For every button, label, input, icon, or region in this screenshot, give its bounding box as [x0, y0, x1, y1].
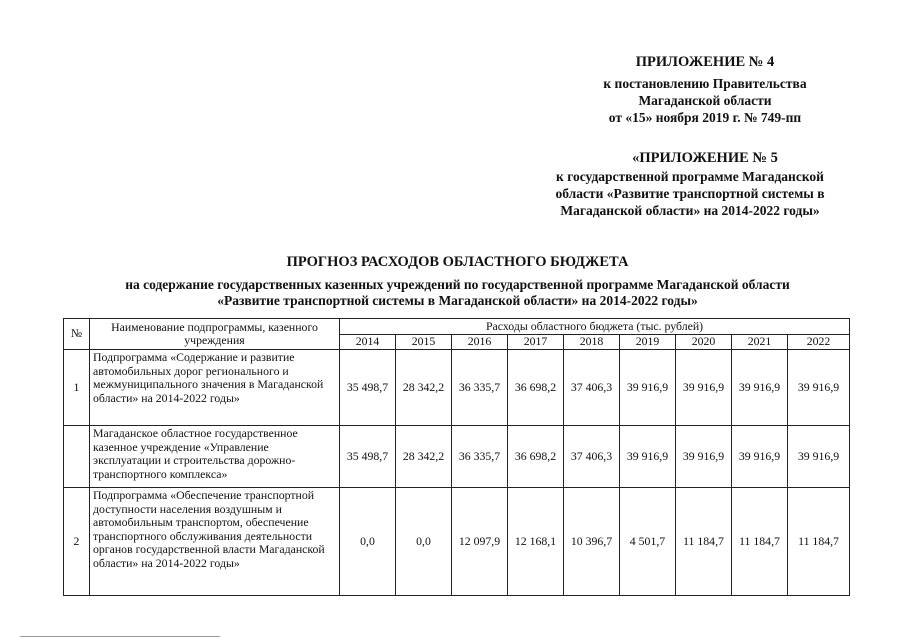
- table-row: [64, 426, 850, 488]
- year-header: 2018: [564, 335, 620, 350]
- document-title: ПРОГНОЗ РАСХОДОВ ОБЛАСТНОГО БЮДЖЕТА: [286, 254, 629, 270]
- value-cell: 39 916,9: [788, 426, 850, 488]
- value-cell: 0,0: [396, 488, 452, 596]
- appendix-5-title: «ПРИЛОЖЕНИЕ № 5: [632, 150, 778, 166]
- value-cell: 28 342,2: [396, 426, 452, 488]
- year-header: 2022: [788, 335, 850, 350]
- row-number: 1: [64, 350, 90, 426]
- budget-forecast-table: [63, 318, 850, 596]
- appendix-5-line: к государственной программе Магаданской: [556, 169, 824, 184]
- appendix-5-line: области «Развитие транспортной системы в: [555, 186, 825, 201]
- appendix-4-line: от «15» ноября 2019 г. № 749-пп: [608, 110, 802, 125]
- value-cell: 4 501,7: [620, 488, 676, 596]
- row-number: 2: [64, 488, 90, 596]
- value-cell: 39 916,9: [676, 426, 732, 488]
- appendix-5-reference: [530, 168, 850, 219]
- year-header: 2015: [396, 335, 452, 350]
- value-cell: 36 698,2: [508, 426, 564, 488]
- year-header: 2014: [340, 335, 396, 350]
- subtitle-line: на содержание государственных казенных учреждений по государственной программе Магаданской области: [125, 277, 790, 292]
- row-name: Магаданское областное государственное казенное учреждение «Управление эксплуатации и строительства дорожно-транспортного комплекса»: [90, 426, 340, 488]
- appendix-4-line: Магаданской области: [638, 93, 772, 108]
- year-header: 2019: [620, 335, 676, 350]
- value-cell: 10 396,7: [564, 488, 620, 596]
- year-header: 2021: [732, 335, 788, 350]
- row-name: Подпрограмма «Содержание и развитие автомобильных дорог регионального и межмуниципального значения в Магаданской области» на 2014-2022 годы»: [90, 350, 340, 426]
- value-cell: 36 335,7: [452, 350, 508, 426]
- appendix-5-line: Магаданской области» на 2014-2022 годы»: [560, 203, 820, 218]
- year-header: 2016: [452, 335, 508, 350]
- column-header-number: №: [64, 319, 90, 350]
- value-cell: 39 916,9: [732, 350, 788, 426]
- row-number: [64, 426, 90, 488]
- year-header: 2017: [508, 335, 564, 350]
- value-cell: 39 916,9: [732, 426, 788, 488]
- value-cell: 36 335,7: [452, 426, 508, 488]
- page-bottom-rule: [20, 636, 220, 637]
- value-cell: 37 406,3: [564, 350, 620, 426]
- value-cell: 39 916,9: [676, 350, 732, 426]
- value-cell: 39 916,9: [620, 426, 676, 488]
- value-cell: 11 184,7: [676, 488, 732, 596]
- value-cell: 39 916,9: [620, 350, 676, 426]
- column-header-name: Наименование подпрограммы, казенного учреждения: [90, 319, 340, 350]
- column-header-expenses: Расходы областного бюджета (тыс. рублей): [340, 319, 850, 335]
- value-cell: 36 698,2: [508, 350, 564, 426]
- appendix-4-title: ПРИЛОЖЕНИЕ № 4: [635, 54, 775, 70]
- table-row: [64, 488, 850, 596]
- value-cell: 11 184,7: [788, 488, 850, 596]
- value-cell: 35 498,7: [340, 426, 396, 488]
- year-header: 2020: [676, 335, 732, 350]
- value-cell: 37 406,3: [564, 426, 620, 488]
- table-row: [64, 350, 850, 426]
- value-cell: 39 916,9: [788, 350, 850, 426]
- appendix-4-line: к постановлению Правительства: [603, 76, 807, 91]
- row-name: Подпрограмма «Обеспечение транспортной доступности населения воздушным и автомобильным транспортом, обеспечение транспортного обслуживания деятельности органов государственной власти Магаданской области» на 2014-2022 годы»: [90, 488, 340, 596]
- value-cell: 11 184,7: [732, 488, 788, 596]
- value-cell: 28 342,2: [396, 350, 452, 426]
- appendix-4-reference: [560, 75, 850, 126]
- subtitle-line: «Развитие транспортной системы в Магаданской области» на 2014-2022 годы»: [217, 293, 698, 308]
- value-cell: 35 498,7: [340, 350, 396, 426]
- value-cell: 12 168,1: [508, 488, 564, 596]
- value-cell: 12 097,9: [452, 488, 508, 596]
- document-subtitle: [20, 277, 895, 309]
- value-cell: 0,0: [340, 488, 396, 596]
